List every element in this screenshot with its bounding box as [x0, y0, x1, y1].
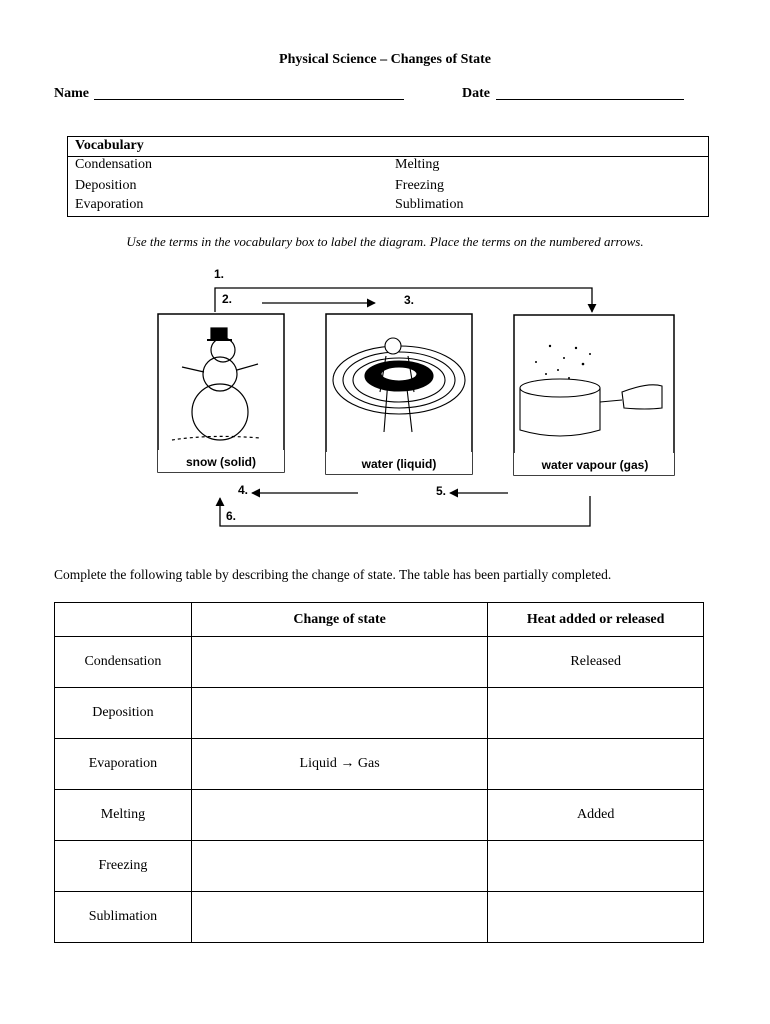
process-name-cell: Freezing: [55, 841, 192, 892]
change-of-state-cell[interactable]: Liquid → Gas: [191, 739, 487, 790]
table-row: [55, 739, 704, 790]
vocab-term: Evaporation: [75, 197, 144, 212]
heat-cell[interactable]: [488, 892, 704, 943]
table-row: [55, 892, 704, 943]
table-row: [55, 841, 704, 892]
date-field-line[interactable]: [496, 99, 684, 100]
water-panel: [326, 314, 472, 474]
vocabulary-divider: [68, 156, 708, 157]
process-name-cell: Melting: [55, 790, 192, 841]
arrow-number: 6.: [226, 509, 237, 523]
change-of-state-cell[interactable]: [191, 841, 487, 892]
changes-of-state-diagram: [150, 262, 680, 532]
panel-label: water vapour (gas): [541, 458, 649, 472]
changes-table: [54, 602, 704, 943]
process-name-cell: Deposition: [55, 688, 192, 739]
process-name-cell: Sublimation: [55, 892, 192, 943]
change-of-state-cell[interactable]: [191, 790, 487, 841]
vocab-term: Melting: [395, 157, 440, 172]
date-label: Date: [462, 86, 490, 101]
change-of-state-cell[interactable]: [191, 688, 487, 739]
instruction-text: Use the terms in the vocabulary box to label the diagram. Place the terms on the numbered arrows.: [126, 234, 644, 249]
page-title: Physical Science – Changes of State: [279, 52, 491, 67]
arrow-number: 4.: [238, 483, 249, 497]
table-row: [55, 790, 704, 841]
panel-label: water (liquid): [361, 457, 437, 471]
table-row: [55, 688, 704, 739]
vocab-term: Sublimation: [395, 197, 464, 212]
vocab-term: Freezing: [395, 178, 444, 193]
arrow-number: 5.: [436, 484, 447, 498]
table-header-cell: [55, 603, 192, 637]
vocab-term: Condensation: [75, 157, 152, 172]
process-name-cell: Condensation: [55, 637, 192, 688]
snowman-panel: [158, 314, 284, 472]
vocabulary-heading: Vocabulary: [75, 138, 144, 153]
table-header-cell: Heat added or released: [488, 603, 704, 637]
table-header-row: [55, 603, 704, 637]
heat-cell[interactable]: [488, 841, 704, 892]
heat-cell[interactable]: [488, 688, 704, 739]
table-header-cell: Change of state: [191, 603, 487, 637]
table-row: [55, 637, 704, 688]
arrow-number: 1.: [214, 267, 225, 281]
heat-cell[interactable]: Released: [488, 637, 704, 688]
heat-cell[interactable]: [488, 739, 704, 790]
name-label: Name: [54, 86, 89, 101]
arrow-number: 2.: [222, 292, 233, 306]
arrow-6: [220, 496, 590, 526]
vapour-panel: [514, 315, 674, 475]
table-instruction: Complete the following table by describing the change of state. The table has been partially completed.: [54, 567, 612, 582]
change-of-state-cell[interactable]: [191, 637, 487, 688]
arrow-number: 3.: [404, 293, 415, 307]
process-name-cell: Evaporation: [55, 739, 192, 790]
heat-cell[interactable]: Added: [488, 790, 704, 841]
name-field-line[interactable]: [94, 99, 404, 100]
change-of-state-cell[interactable]: [191, 892, 487, 943]
vocabulary-box: [67, 136, 709, 217]
vocab-term: Deposition: [75, 178, 137, 193]
panel-label: snow (solid): [186, 455, 256, 469]
